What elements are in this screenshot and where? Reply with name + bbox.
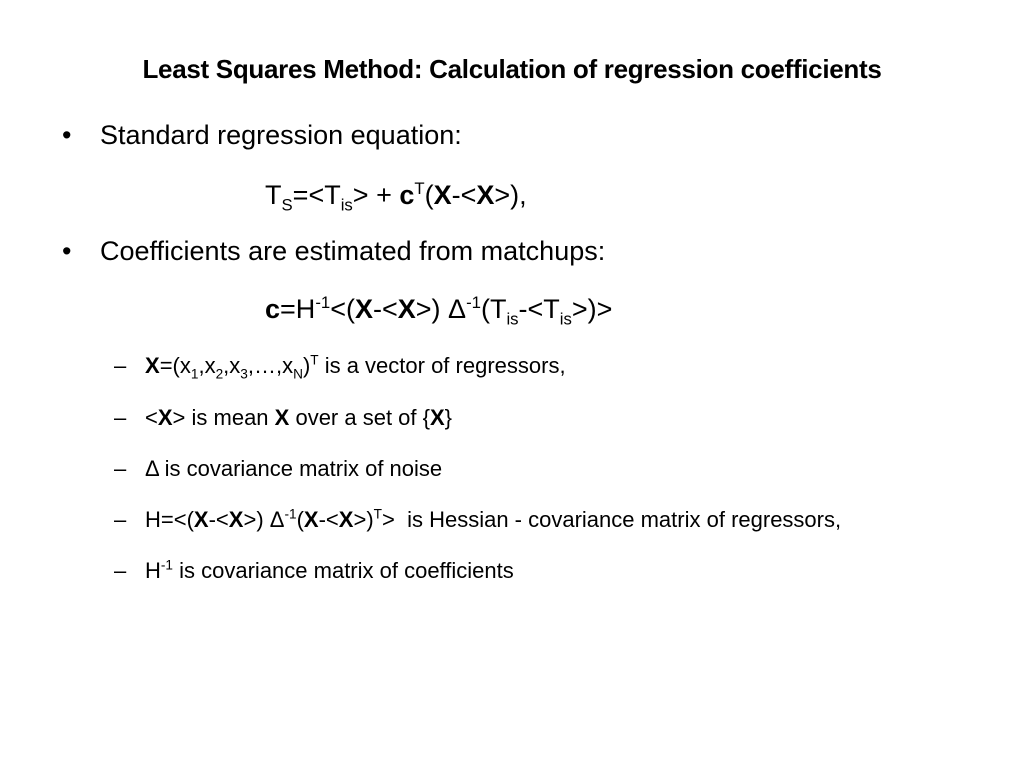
- formula-vector-x: X: [157, 405, 173, 430]
- formula-part: =(x: [159, 353, 191, 378]
- formula-vector-x: X: [354, 294, 373, 324]
- formula-part: <(: [330, 294, 355, 324]
- formula-vector-x: X: [429, 405, 445, 430]
- formula-vector-x: X: [145, 353, 160, 378]
- formula-regression-equation: [265, 179, 527, 215]
- formula-part: (T: [480, 294, 507, 324]
- formula-subscript: 1: [190, 366, 199, 382]
- formula-subscript: is: [559, 309, 572, 329]
- formula-vector-c: c: [399, 180, 415, 210]
- formula-part: H: [145, 558, 161, 583]
- formula-vector-x: X: [433, 180, 452, 210]
- formula-subscript: 3: [240, 366, 248, 382]
- bullet-text: Coefficients are estimated from matchups:: [100, 236, 606, 266]
- subitem-regressor-vector: [114, 352, 566, 382]
- formula-part: }: [444, 405, 453, 430]
- subitem-text: > is mean: [172, 405, 275, 430]
- subitem-mean-x: [114, 405, 452, 431]
- formula-part: -<: [318, 507, 339, 532]
- formula-superscript: -1: [160, 557, 174, 573]
- formula-part: -<T: [518, 294, 560, 324]
- subitem-text: Δ is covariance matrix of noise: [145, 456, 443, 481]
- formula-part: >) Δ: [243, 507, 285, 532]
- formula-superscript: T: [373, 506, 382, 522]
- formula-part: -<: [372, 294, 398, 324]
- formula-part: (: [296, 507, 304, 532]
- formula-subscript: N: [293, 366, 303, 382]
- formula-subscript: 2: [215, 366, 224, 382]
- bullet-standard-equation: [62, 120, 462, 151]
- formula-part: >) Δ: [415, 294, 467, 324]
- formula-part: >),: [494, 180, 527, 210]
- formula-part: <: [145, 405, 158, 430]
- subitem-text: over a set of {: [289, 405, 430, 430]
- formula-part: =<T: [292, 180, 341, 210]
- dash-icon: –: [114, 558, 127, 583]
- formula-vector-x: X: [303, 507, 319, 532]
- formula-subscript: is: [340, 195, 353, 215]
- subitem-noise-covariance: [114, 456, 442, 482]
- formula-part: (: [424, 180, 434, 210]
- formula-vector-x: X: [476, 180, 495, 210]
- formula-part: > +: [352, 180, 400, 210]
- formula-part: >)>: [571, 294, 613, 324]
- formula-part: ,…,x: [247, 353, 294, 378]
- formula-part: T: [265, 180, 282, 210]
- formula-superscript: T: [414, 179, 425, 198]
- formula-vector-c: c: [265, 294, 281, 324]
- bullet-text: Standard regression equation:: [100, 120, 462, 150]
- formula-subscript: S: [281, 195, 293, 215]
- formula-vector-x: X: [193, 507, 209, 532]
- formula-superscript: T: [310, 352, 319, 368]
- formula-vector-x: X: [338, 507, 354, 532]
- formula-superscript: -1: [284, 506, 297, 522]
- subitem-text: is covariance matrix of coefficients: [173, 558, 514, 583]
- formula-part: H=<(: [145, 507, 194, 532]
- formula-part: =H: [280, 294, 316, 324]
- dash-icon: –: [114, 405, 127, 430]
- dash-icon: –: [114, 456, 127, 481]
- formula-part: >): [353, 507, 374, 532]
- dash-icon: –: [114, 507, 127, 532]
- formula-superscript: -1: [466, 293, 481, 312]
- formula-vector-x: X: [397, 294, 416, 324]
- slide-title: Least Squares Method: Calculation of regression coefficients: [142, 54, 882, 84]
- formula-vector-x: X: [228, 507, 244, 532]
- subitem-hessian: [114, 507, 841, 533]
- bullet-icon: •: [62, 120, 72, 150]
- subitem-coefficient-covariance: [114, 558, 514, 584]
- formula-part: ): [302, 353, 311, 378]
- formula-part: ,x: [223, 353, 241, 378]
- formula-superscript: -1: [315, 293, 331, 312]
- bullet-icon: •: [62, 236, 72, 266]
- formula-vector-x: X: [274, 405, 290, 430]
- formula-part: ,x: [198, 353, 216, 378]
- bullet-coefficients: [62, 236, 605, 267]
- dash-icon: –: [114, 353, 127, 378]
- subitem-text: is a vector of regressors,: [318, 353, 566, 378]
- formula-part: -<: [208, 507, 229, 532]
- subitem-text: > is Hessian - covariance matrix of regressors,: [382, 507, 842, 532]
- formula-coefficients: [265, 293, 613, 329]
- formula-subscript: is: [506, 309, 519, 329]
- formula-part: -<: [451, 180, 477, 210]
